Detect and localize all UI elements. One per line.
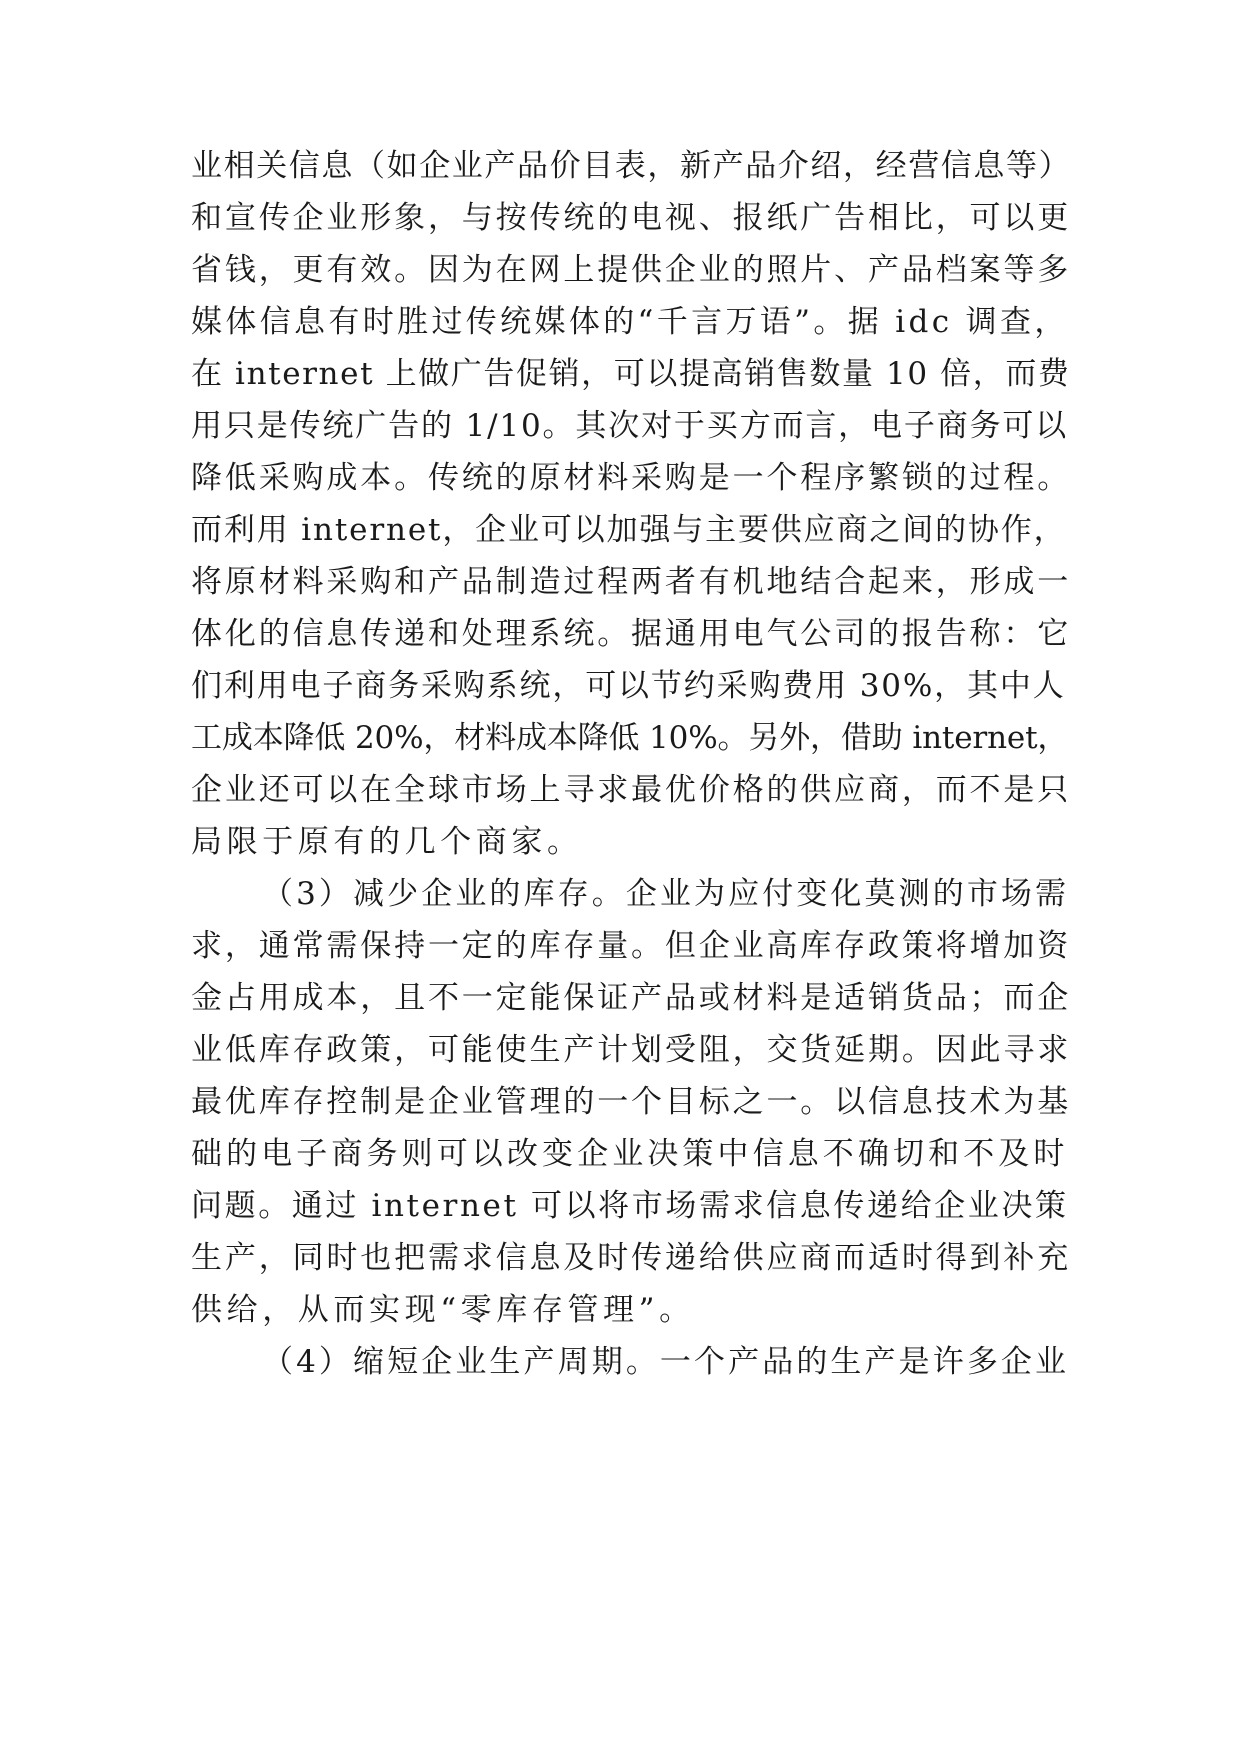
- paragraph-start-line: （4）缩短企业生产周期。一个产品的生产是许多企业: [262, 1344, 1070, 1380]
- text-line: 用只是传统广告的 1/10。其次对于买方而言，电子商务可以: [191, 408, 1069, 444]
- text-line: 问题。通过 internet 可以将市场需求信息传递给企业决策: [191, 1188, 1069, 1224]
- text-line: 而利用 internet，企业可以加强与主要供应商之间的协作，: [191, 512, 1067, 548]
- text-line: 供给，从而实现“零库存管理”。: [191, 1292, 695, 1328]
- text-line: 媒体信息有时胜过传统媒体的“千言万语”。据 idc 调查，: [191, 304, 1069, 340]
- text-line: 省钱，更有效。因为在网上提供企业的照片、产品档案等多: [191, 252, 1072, 288]
- text-line: 企业还可以在全球市场上寻求最优价格的供应商，而不是只: [191, 772, 1072, 808]
- text-line: 金占用成本，且不一定能保证产品或材料是适销货品；而企: [191, 980, 1072, 1016]
- text-line: 业相关信息（如企业产品价目表，新产品介绍，经营信息等）: [191, 148, 1072, 184]
- text-line: 工成本降低 20%，材料成本降低 10%。另外，借助 internet，: [191, 720, 1069, 756]
- text-line: 们利用电子商务采购系统，可以节约采购费用 30%，其中人: [191, 668, 1066, 704]
- text-line: 降低采购成本。传统的原材料采购是一个程序繁锁的过程。: [191, 460, 1072, 496]
- text-line: 和宣传企业形象，与按传统的电视、报纸广告相比，可以更: [191, 200, 1072, 236]
- text-line: 体化的信息传递和处理系统。据通用电气公司的报告称：它: [191, 616, 1072, 652]
- text-line: 求，通常需保持一定的库存量。但企业高库存政策将增加资: [191, 928, 1072, 964]
- text-line: 将原材料采购和产品制造过程两者有机地结合起来，形成一: [191, 564, 1072, 600]
- paragraph-start-line: （3）减少企业的库存。企业为应付变化莫测的市场需: [262, 876, 1070, 912]
- text-line: 础的电子商务则可以改变企业决策中信息不确切和不及时: [191, 1136, 1069, 1172]
- text-line: 业低库存政策，可能使生产计划受阻，交货延期。因此寻求: [191, 1032, 1072, 1068]
- text-line: 生产，同时也把需求信息及时传递给供应商而适时得到补充: [191, 1240, 1072, 1276]
- text-line: 最优库存控制是企业管理的一个目标之一。以信息技术为基: [191, 1084, 1072, 1120]
- text-line: 在 internet 上做广告促销，可以提高销售数量 10 倍，而费: [191, 356, 1071, 392]
- text-line: 局限于原有的几个商家。: [191, 824, 583, 860]
